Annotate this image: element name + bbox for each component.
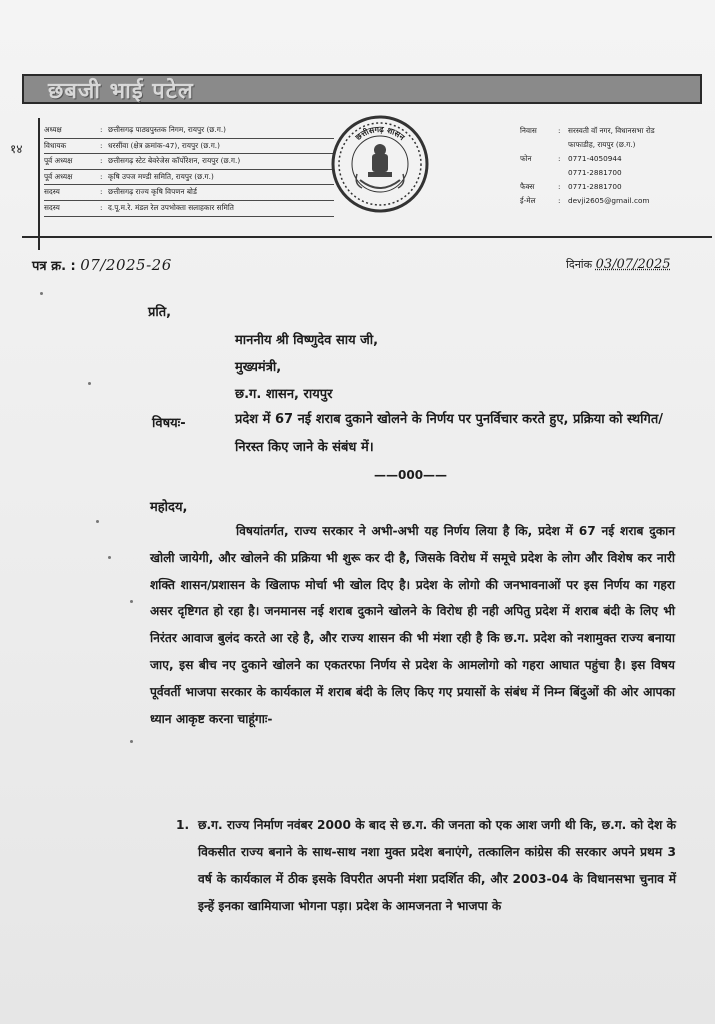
contact-email: devji2605@gmail.com [568, 196, 650, 205]
contact-label: फोन [520, 154, 532, 163]
letterhead-banner [22, 74, 702, 104]
letterhead-contact [520, 124, 710, 208]
contact-label: फैक्स [520, 182, 535, 191]
margin-note: १४ [10, 142, 23, 156]
role-row [44, 201, 334, 217]
contact-row [520, 124, 710, 138]
role-title: सदस्य [44, 187, 60, 197]
paper-speck [88, 382, 91, 385]
contact-separator: : [558, 126, 561, 135]
role-separator: : [100, 187, 103, 197]
role-org: छत्तीसगढ़ पाठ्यपुस्तक निगम, रायपुर (छ.ग.) [108, 125, 227, 134]
seal-text: छत्तीसगढ़ शासन [353, 124, 407, 143]
letterhead-name: छबजी भाई पटेल [48, 78, 194, 104]
role-row [44, 123, 334, 139]
contact-label [520, 166, 558, 180]
recipient-line: छ.ग. शासन, रायपुर [235, 387, 333, 402]
letterhead-roles [44, 123, 334, 217]
subject-text: प्रदेश में 67 नई शराब दुकाने खोलने के निर्णय पर पुनर्विचार करते हुए, प्रक्रिया को स्थगित/निरस्त किए जाने के संबंध में। [235, 412, 663, 455]
role-separator: : [100, 125, 103, 134]
role-row [44, 185, 334, 201]
contact-label: ई-मेल [520, 196, 536, 205]
contact-label [520, 138, 558, 152]
recipient-line: मुख्यमंत्री, [235, 360, 282, 375]
role-org: धरसींवा (क्षेत्र क्रमांक-47), रायपुर (छ.ग.) [108, 140, 220, 150]
contact-row [520, 180, 710, 194]
to-label: प्रति, [148, 305, 172, 320]
role-separator: : [100, 171, 103, 181]
role-org: कृषि उपज मण्डी समिति, रायपुर (छ.ग.) [108, 171, 214, 181]
contact-row [520, 138, 710, 152]
subject-divider: ——000—— [374, 468, 448, 482]
contact-label: निवास [520, 126, 537, 135]
contact-value: 0771-4050944 [568, 154, 622, 163]
point-number: 1. [176, 818, 190, 832]
role-title: सदस्य [44, 202, 60, 212]
paper-speck [130, 600, 133, 603]
point-text: छ.ग. राज्य निर्माण नवंबर 2000 के बाद से छ.ग. की जनता को एक आश जगी थी कि, छ.ग. को देश के विकसीत राज्य बनाने के साथ-साथ नशा मुक्त प्रदेश बनाएंगे, तत्कालिन कांग्रेस की सरकार अपने प्रथम 3 वर्ष के कार्यकाल में ठीक इसके विपरीत अपनी मंशा प्रदर्शित की, और 2003-04 के विधानसभा चुनाव में इन्हें इनका खामियाजा भोगना पड़ा। प्रदेश के आमजनता ने भाजपा के [198, 818, 676, 913]
role-title: पूर्व अध्यक्ष [44, 156, 73, 166]
contact-value: 0771-2881700 [568, 182, 622, 191]
role-org: छत्तीसगढ़ राज्य कृषि विपणन बोर्ड [108, 187, 197, 197]
letterhead-vertical-rule [38, 118, 40, 250]
contact-separator: : [558, 154, 561, 163]
paper-speck [96, 520, 99, 523]
date-label: दिनांक [566, 258, 593, 271]
role-separator: : [100, 140, 103, 150]
contact-row [520, 166, 710, 180]
role-separator: : [100, 156, 103, 166]
paper-speck [130, 740, 133, 743]
contact-separator: : [558, 196, 561, 205]
role-title: विधायक [44, 140, 67, 150]
role-title: पूर्व अध्यक्ष [44, 171, 73, 181]
role-row [44, 170, 334, 186]
state-emblem-seal-icon [330, 114, 430, 214]
role-org: छत्तीसगढ़ स्टेट बेवरेजेस कॉर्पोरेशन, रायपुर (छ.ग.) [108, 156, 241, 166]
role-row [44, 139, 334, 155]
role-title: अध्यक्ष [44, 125, 62, 134]
role-separator: : [100, 202, 103, 212]
reference-label: पत्र क्र. : [32, 259, 76, 274]
reference-value: 07/2025-26 [80, 256, 172, 274]
letterhead-divider [22, 236, 712, 238]
letter-date [566, 257, 671, 272]
list-item [176, 812, 676, 920]
recipient-address [235, 327, 378, 408]
paper-speck [108, 556, 111, 559]
reference-number [32, 256, 172, 274]
contact-separator: : [558, 182, 561, 191]
contact-value: फाफाडीह, रायपुर (छ.ग.) [568, 140, 636, 149]
subject-label: विषयः- [152, 416, 186, 431]
role-row [44, 154, 334, 170]
role-org: द.पू.म.रे. मंडल रेल उपभोक्ता सलाहकार समिति [108, 202, 234, 212]
contact-row [520, 152, 710, 166]
contact-row [520, 194, 710, 208]
salutation: महोदय, [150, 500, 188, 515]
paper-speck [40, 292, 43, 295]
date-value: 03/07/2025 [595, 257, 671, 272]
contact-value: सरस्वती वॉ नगर, विधानसभा रोड [568, 126, 655, 135]
body-paragraph: विषयांतर्गत, राज्य सरकार ने अभी-अभी यह निर्णय लिया है कि, प्रदेश में 67 नई शराब दुकान खोली जायेगी, और खोलने की प्रक्रिया भी शुरू कर दी है, जिसके विरोध में समूचे प्रदेश के लोग और विशेष कर नारी शक्ति शासन/प्रशासन के खिलाफ मोर्चा भी खोल दिए है। प्रदेश के लोगो की जनभावनाओं पर इस निर्णय का गहरा असर दृष्टिगत हो रहा है। जनमानस नई शराब दुकाने खोलने के विरोध ही नही अपितु प्रदेश में शराब बंदी के लिए भी निरंतर आवाज बुलंद करते आ रहे है, और राज्य शासन की भी मंशा रही है कि छ.ग. प्रदेश को नशामुक्त राज्य बनाया जाए, इस बीच नए दुकाने खोलने का एकतरफा निर्णय से प्रदेश के आमलोगो को गहरा आघात पहुंचा है। इस विषय पूर्ववर्ती भाजपा सरकार के कार्यकाल में शराब बंदी के लिए किए गए प्रयासों के संबंध में निम्न बिंदुओं की ओर आपका ध्यान आकृष्ट करना चाहूंगाः- [150, 524, 675, 726]
recipient-line: माननीय श्री विष्णुदेव साय जी, [235, 333, 379, 348]
contact-value: 0771-2881700 [568, 168, 622, 177]
